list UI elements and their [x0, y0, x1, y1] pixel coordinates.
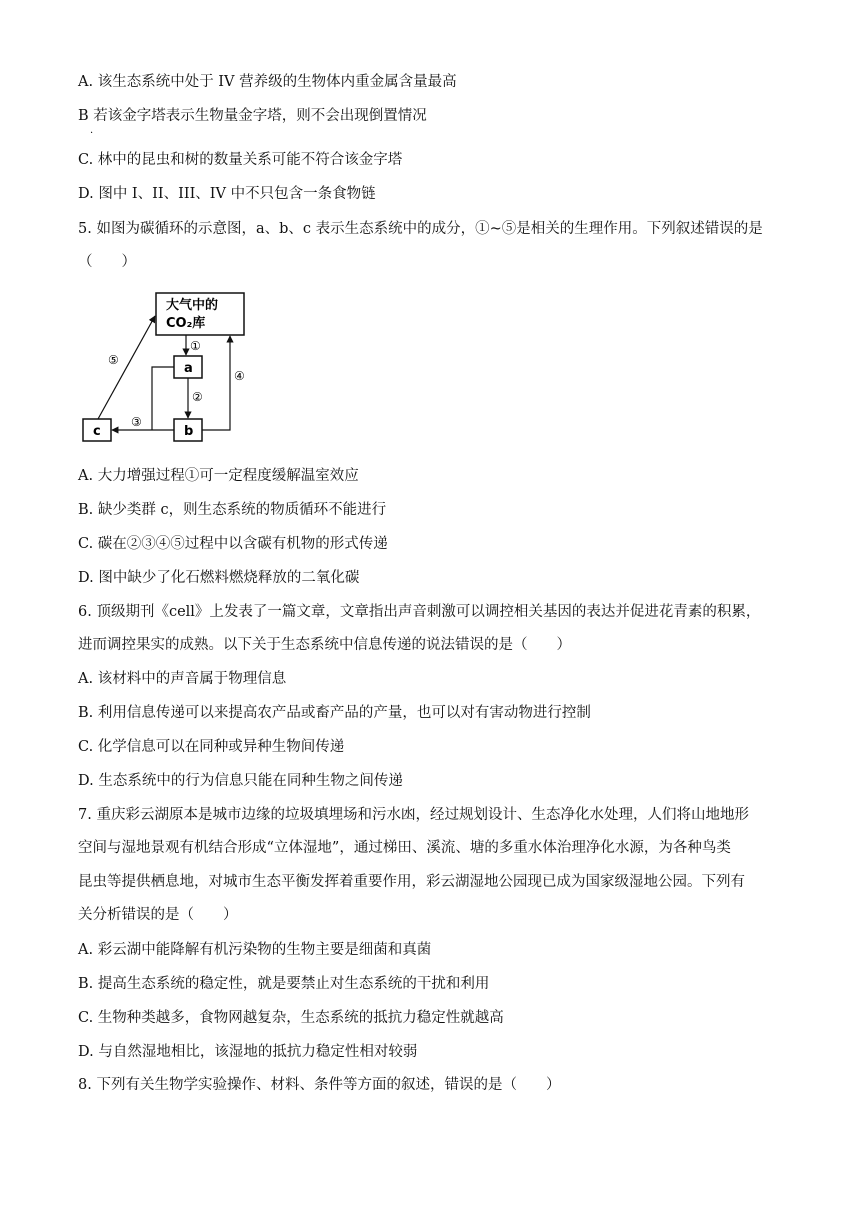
co2-pool-label-line1: 大气中的 [166, 298, 219, 313]
q5-option-b: B. 缺少类群 c，则生态系统的物质循环不能进行 [78, 502, 387, 518]
q7-stem-line4: 关分析错误的是（ ） [78, 907, 238, 923]
q6-stem-line1: 6. 顶级期刊《cell》上发表了一篇文章，文章指出声音刺激可以调控相关基因的表达并促进花青素的积累， [78, 604, 761, 620]
q7-stem-line3: 昆虫等提供栖息地，对城市生态平衡发挥着重要作用，彩云湖湿地公园现已成为国家级湿地公园。下列有 [78, 874, 745, 890]
q4-option-d: D. 图中 I、II、III、IV 中不只包含一条食物链 [78, 186, 376, 202]
co2-pool-label-line2: CO₂库 [166, 316, 206, 331]
arrow-4 [202, 336, 230, 430]
q7-stem-line2: 空间与湿地景观有机结合形成“立体湿地”，通过梯田、溪流、塘的多重水体治理净化水源，为各种鸟类 [78, 840, 731, 856]
q7-option-a: A. 彩云湖中能降解有机污染物的生物主要是细菌和真菌 [78, 942, 432, 958]
q6-option-b: B. 利用信息传递可以来提高农产品或畜产品的产量，也可以对有害动物进行控制 [78, 705, 591, 721]
q7-option-b: B. 提高生态系统的稳定性，就是要禁止对生态系统的干扰和利用 [78, 976, 490, 992]
arrow-5 [98, 316, 155, 419]
stray-dot: · [90, 128, 94, 139]
arrow-3-loop [152, 367, 174, 430]
q5-option-a: A. 大力增强过程①可一定程度缓解温室效应 [78, 468, 359, 484]
q6-option-a: A. 该材料中的声音属于物理信息 [78, 671, 287, 687]
q7-stem-line1: 7. 重庆彩云湖原本是城市边缘的垃圾填埋场和污水凼，经过规划设计、生态净化水处理，人们将山地地形 [78, 807, 749, 823]
arrow-2-label: ② [192, 390, 203, 404]
carbon-cycle-diagram [78, 288, 258, 448]
q5-stem-line2: （ ） [78, 254, 136, 270]
q4-option-c: C. 林中的昆虫和树的数量关系可能不符合该金字塔 [78, 152, 403, 168]
q4-option-b: B 若该金字塔表示生物量金字塔，则不会出现倒置情况 [78, 108, 427, 124]
node-b-label: b [184, 424, 194, 439]
arrow-4-label: ④ [234, 369, 245, 383]
node-a-label: a [184, 361, 193, 376]
q6-option-c: C. 化学信息可以在同种或异种生物间传递 [78, 739, 345, 755]
q6-stem-line2: 进而调控果实的成熟。以下关于生态系统中信息传递的说法错误的是（ ） [78, 637, 571, 653]
q6-option-d: D. 生态系统中的行为信息只能在同种生物之间传递 [78, 773, 403, 789]
node-c-label: c [93, 424, 101, 439]
q7-option-d: D. 与自然湿地相比，该湿地的抵抗力稳定性相对较弱 [78, 1044, 418, 1060]
arrow-3-label: ③ [131, 415, 142, 429]
q5-option-d: D. 图中缺少了化石燃料燃烧释放的二氧化碳 [78, 570, 360, 586]
q5-option-c: C. 碳在②③④⑤过程中以含碳有机物的形式传递 [78, 536, 388, 552]
arrow-1-label: ① [190, 339, 201, 353]
q4-option-a: A. 该生态系统中处于 IV 营养级的生物体内重金属含量最高 [78, 74, 457, 90]
arrow-5-label: ⑤ [108, 353, 119, 367]
q8-stem-line1: 8. 下列有关生物学实验操作、材料、条件等方面的叙述，错误的是（ ） [78, 1077, 561, 1093]
q5-stem-line1: 5. 如图为碳循环的示意图，a、b、c 表示生态系统中的成分，①~⑤是相关的生理作用。下列叙述错误的是 [78, 221, 763, 237]
q7-option-c: C. 生物种类越多，食物网越复杂，生态系统的抵抗力稳定性就越高 [78, 1010, 504, 1026]
